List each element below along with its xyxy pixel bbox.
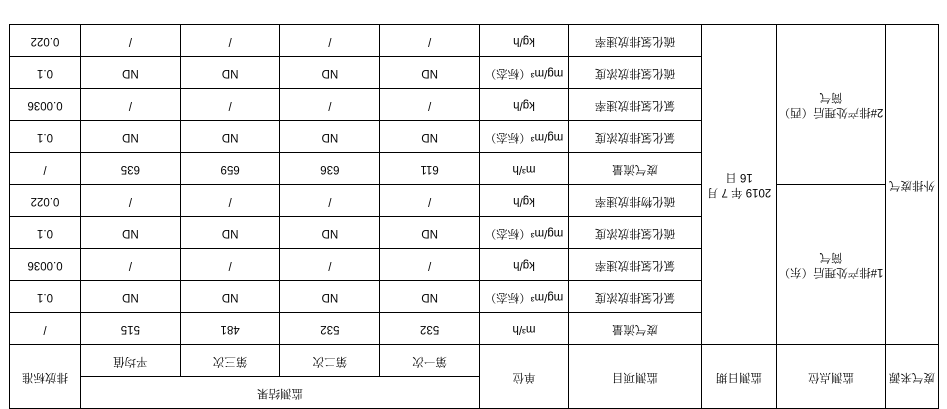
cell-result-4: ND xyxy=(81,57,181,89)
cell-result-3: / xyxy=(180,25,280,57)
emission-monitoring-table xyxy=(9,24,939,409)
cell-standard: 0.1 xyxy=(10,121,81,153)
cell-unit: m³/h xyxy=(480,153,569,185)
cell-standard: 0.0036 xyxy=(10,249,81,281)
cell-result-4: ND xyxy=(81,281,181,313)
cell-result-2: ND xyxy=(280,57,380,89)
cell-result-3: ND xyxy=(180,217,280,249)
header-unit: 单位 xyxy=(480,345,569,409)
cell-item: 氯化氢排放浓度 xyxy=(569,281,702,313)
cell-result-1: / xyxy=(380,25,480,57)
cell-result-3: ND xyxy=(180,281,280,313)
cell-result-2: / xyxy=(280,249,380,281)
cell-result-1: ND xyxy=(380,121,480,153)
table-header xyxy=(10,345,939,409)
header-result-3: 第三次 xyxy=(180,345,280,377)
table-header-row-1 xyxy=(10,377,939,409)
cell-item: 氯化氢排放速率 xyxy=(569,249,702,281)
rotated-page-wrapper xyxy=(0,6,947,409)
cell-unit: mg/m³（标态） xyxy=(480,57,569,89)
cell-result-3: / xyxy=(180,249,280,281)
cell-result-1: 532 xyxy=(380,313,480,345)
cell-result-2: / xyxy=(280,185,380,217)
cell-standard: 0.1 xyxy=(10,217,81,249)
cell-unit: mg/m³（标态） xyxy=(480,121,569,153)
cell-source: 外排废气 xyxy=(886,25,939,345)
cell-result-3: ND xyxy=(180,121,280,153)
cell-standard: 0.1 xyxy=(10,57,81,89)
cell-result-2: 636 xyxy=(280,153,380,185)
cell-unit: mg/m³（标态） xyxy=(480,217,569,249)
cell-result-1: / xyxy=(380,249,480,281)
cell-result-1: ND xyxy=(380,217,480,249)
cell-result-1: ND xyxy=(380,281,480,313)
header-item: 监测项目 xyxy=(569,345,702,409)
cell-result-4: / xyxy=(81,25,181,57)
cell-result-2: ND xyxy=(280,121,380,153)
cell-result-3: / xyxy=(180,185,280,217)
cell-unit: kg/h xyxy=(480,89,569,121)
cell-date: 2019 年 7 月 16 日 xyxy=(702,25,777,345)
cell-result-1: ND xyxy=(380,57,480,89)
cell-result-2: ND xyxy=(280,281,380,313)
cell-standard: 0.0036 xyxy=(10,89,81,121)
cell-result-4: / xyxy=(81,89,181,121)
cell-unit: kg/h xyxy=(480,249,569,281)
cell-result-1: 611 xyxy=(380,153,480,185)
cell-result-3: 481 xyxy=(180,313,280,345)
cell-unit: mg/m³（标态） xyxy=(480,281,569,313)
cell-point-1: 1#排产处理后（东）筒气 xyxy=(777,185,886,345)
cell-result-3: / xyxy=(180,89,280,121)
cell-unit: kg/h xyxy=(480,25,569,57)
cell-item: 氯化氢排放浓度 xyxy=(569,121,702,153)
cell-result-4: ND xyxy=(81,217,181,249)
table-body xyxy=(10,25,939,345)
cell-result-4: / xyxy=(81,249,181,281)
header-result-1: 第一次 xyxy=(380,345,480,377)
cell-result-4: ND xyxy=(81,121,181,153)
cell-result-2: / xyxy=(280,25,380,57)
cell-standard: 0.1 xyxy=(10,281,81,313)
header-result-2: 第二次 xyxy=(280,345,380,377)
cell-result-4: 515 xyxy=(81,313,181,345)
cell-item: 硫化氢排放浓度 xyxy=(569,217,702,249)
cell-standard: / xyxy=(10,313,81,345)
cell-item: 废气流量 xyxy=(569,313,702,345)
table-row xyxy=(10,153,939,185)
cell-item: 硫化物排放速率 xyxy=(569,185,702,217)
header-date: 监测日期 xyxy=(702,345,777,409)
cell-standard: / xyxy=(10,153,81,185)
cell-unit: kg/h xyxy=(480,185,569,217)
cell-result-2: 532 xyxy=(280,313,380,345)
cell-result-1: / xyxy=(380,185,480,217)
cell-item: 氯化氢排放速率 xyxy=(569,89,702,121)
header-average: 平均值 xyxy=(81,345,181,377)
cell-result-2: / xyxy=(280,89,380,121)
cell-result-1: / xyxy=(380,89,480,121)
cell-result-3: 659 xyxy=(180,153,280,185)
table-row xyxy=(10,313,939,345)
cell-point-2: 2#排产处理后（西）筒气 xyxy=(777,25,886,185)
cell-unit: m³/h xyxy=(480,313,569,345)
cell-result-3: ND xyxy=(180,57,280,89)
header-standard: 排放标准 xyxy=(10,345,81,409)
cell-item: 废气流量 xyxy=(569,153,702,185)
cell-item: 硫化氢排放浓度 xyxy=(569,57,702,89)
cell-result-2: ND xyxy=(280,217,380,249)
cell-standard: 0.022 xyxy=(10,185,81,217)
header-results-group: 监测结果 xyxy=(81,377,480,409)
header-source: 废气来源 xyxy=(886,345,939,409)
cell-item: 硫化氢排放速率 xyxy=(569,25,702,57)
cell-standard: 0.022 xyxy=(10,25,81,57)
header-point: 监测点位 xyxy=(777,345,886,409)
cell-result-4: / xyxy=(81,185,181,217)
cell-result-4: 635 xyxy=(81,153,181,185)
